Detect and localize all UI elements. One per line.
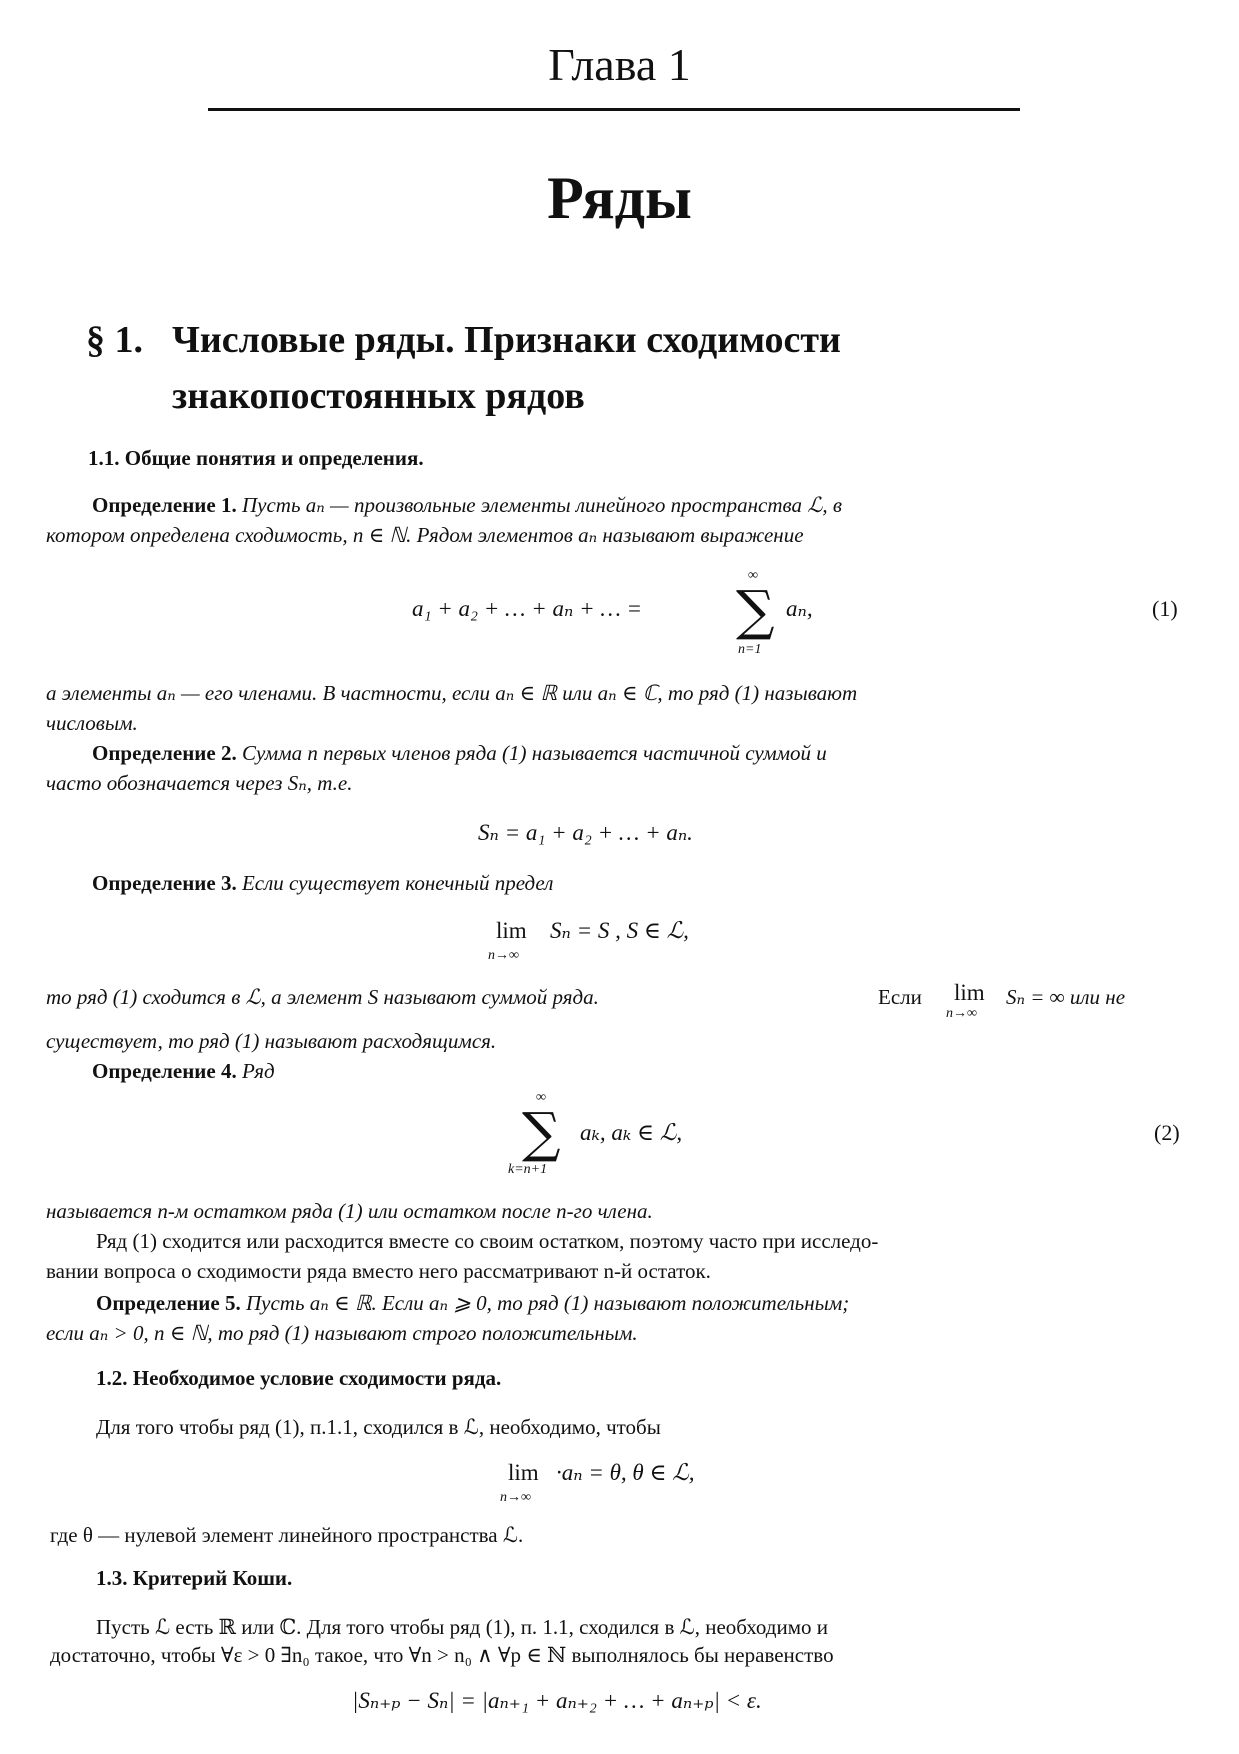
definition-5-text1: Пусть aₙ ∈ ℝ. Если aₙ ⩾ 0, то ряд (1) называют положительным; [245, 1291, 850, 1315]
cauchy-text-line1: Пусть ℒ есть ℝ или ℂ. Для того чтобы ряд (1), п. 1.1, сходился в ℒ, необходимо и [96, 1615, 828, 1639]
definition-1-line1 [92, 490, 842, 520]
subsection-heading-1-1: 1.1. Общие понятия и определения. [88, 446, 424, 470]
definition-1-label: Определение 1. [92, 493, 237, 517]
formula-partial-sum: Sₙ = a₁ + a₂ + … + aₙ. [478, 820, 693, 845]
subsection-heading-1-2: 1.2. Необходимое условие сходимости ряда. [96, 1366, 502, 1390]
zero-element-text: где θ — нулевой элемент линейного пространства ℒ. [50, 1523, 524, 1547]
formula-necessary-rest: ·aₙ = θ, θ ∈ ℒ, [556, 1460, 695, 1485]
definition-4-line1 [92, 1056, 275, 1086]
definition-1-text1: Пусть aₙ — произвольные элементы линейного пространства ℒ, в [241, 493, 842, 517]
formula-3-rest: Sₙ = S , S ∈ ℒ, [550, 918, 689, 943]
formula-2-sigma: ∑ [522, 1101, 561, 1164]
definition-4-text1: Ряд [241, 1059, 275, 1083]
formula-1-sigma: ∑ [736, 579, 775, 642]
formula-1-sum-bottom: n=1 [738, 642, 762, 657]
definition-3-after-line1 [46, 982, 599, 1012]
definition-5-line2: если aₙ > 0, n ∈ ℕ, то ряд (1) называют строго положительным. [46, 1321, 638, 1345]
equation-number-1: (1) [1152, 596, 1178, 621]
formula-3-lim-sub: n→∞ [488, 948, 519, 963]
definition-3-after-tail: Sₙ = ∞ или не [1006, 985, 1126, 1009]
section-title-line1: Числовые ряды. Признаки сходимости [172, 319, 841, 361]
formula-necessary-lim: lim [508, 1460, 539, 1485]
subsection-heading-1-3: 1.3. Критерий Коши. [96, 1566, 293, 1590]
formula-necessary-lim-sub: n→∞ [500, 1490, 531, 1505]
formula-1-lhs: a₁ + a₂ + … + aₙ + … = [412, 596, 643, 621]
remainder-paragraph-line1: Ряд (1) сходится или расходится вместе со своим остатком, поэтому часто при исследо- [96, 1229, 879, 1253]
definition-2-line2: часто обозначается через Sₙ, т.е. [46, 771, 353, 795]
definition-4-after-line1: называется n-м остатком ряда (1) или остатком после n-го члена. [46, 1199, 653, 1223]
definition-2-label: Определение 2. [92, 741, 237, 765]
chapter-rule [208, 108, 1020, 111]
remainder-paragraph-line2: вании вопроса о сходимости ряда вместо него рассматривают n-й остаток. [46, 1259, 711, 1283]
chapter-heading: Глава 1 [548, 39, 691, 90]
section-number: § 1. [86, 319, 143, 361]
definition-2-text1: Сумма n первых членов ряда (1) называется частичной суммой и [241, 741, 827, 765]
definition-3-inline-lim: lim [954, 980, 985, 1005]
definition-3-after-text: то ряд (1) сходится в ℒ, а элемент S называют суммой ряда. [46, 985, 599, 1009]
definition-3-label: Определение 3. [92, 871, 237, 895]
definition-3-inline-lim-sub: n→∞ [946, 1006, 977, 1021]
formula-2-sum-bottom: k=n+1 [508, 1162, 548, 1177]
section-title-line2: знакопостоянных рядов [172, 375, 585, 417]
definition-1-after-line2: числовым. [46, 711, 138, 735]
chapter-title: Ряды [547, 165, 692, 231]
cauchy-text-line2: достаточно, чтобы ∀ε > 0 ∃n₀ такое, что ∀n > n₀ ∧ ∀p ∈ ℕ выполнялось бы неравенство [50, 1643, 834, 1667]
formula-1-sum-top: ∞ [748, 568, 758, 583]
definition-3-after-line2: существует, то ряд (1) называют расходящимся. [46, 1029, 497, 1053]
definition-4-label: Определение 4. [92, 1059, 237, 1083]
definition-1-line2: котором определена сходимость, n ∈ ℕ. Рядом элементов aₙ называют выражение [46, 523, 804, 547]
formula-2-sum-top: ∞ [536, 1090, 546, 1105]
definition-5-line1 [96, 1288, 849, 1318]
formula-3-lim: lim [496, 918, 527, 943]
cauchy-inequality: |Sₙ₊ₚ − Sₙ| = |aₙ₊₁ + aₙ₊₂ + … + aₙ₊ₚ| < ε. [352, 1688, 762, 1713]
formula-2-rest: aₖ, aₖ ∈ ℒ, [580, 1120, 683, 1145]
equation-number-2: (2) [1154, 1120, 1180, 1145]
definition-3-text1: Если существует конечный предел [241, 871, 554, 895]
definition-2-line1 [92, 738, 827, 768]
definition-5-label: Определение 5. [96, 1291, 241, 1315]
formula-1-term: aₙ, [786, 596, 813, 621]
necessary-condition-text: Для того чтобы ряд (1), п.1.1, сходился в ℒ, необходимо, чтобы [96, 1415, 661, 1439]
definition-3-if: Если [878, 985, 922, 1009]
definition-3-line1 [92, 868, 553, 898]
definition-1-after-line1: а элементы aₙ — его членами. В частности, если aₙ ∈ ℝ или aₙ ∈ ℂ, то ряд (1) называют [46, 681, 858, 705]
